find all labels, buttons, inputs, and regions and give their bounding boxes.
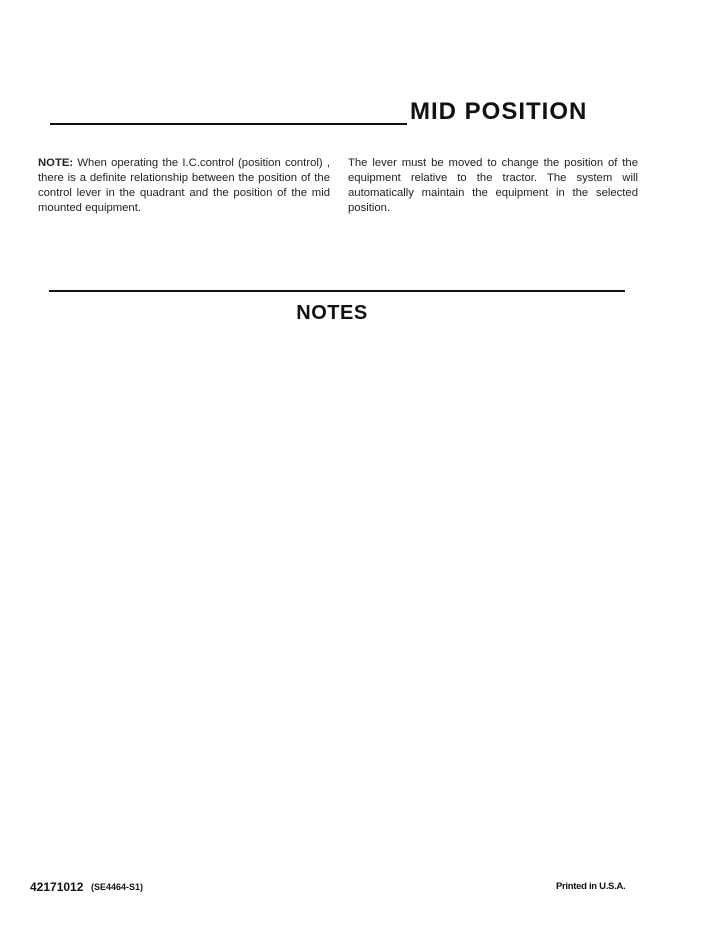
footer-doc-code: (SE4464-S1) xyxy=(91,882,144,892)
footer-printed-in: Printed in U.S.A. xyxy=(556,881,626,892)
section-title: MID POSITION xyxy=(410,98,588,125)
note-text: When operating the I.C.control (position control) , there is a definite relationship between the position of the control lever in the quadrant and the position of the mid mounted equipment. xyxy=(38,157,330,214)
notes-divider-line xyxy=(49,290,625,292)
notes-title: NOTES xyxy=(296,302,368,324)
note-label: NOTE: xyxy=(38,157,74,169)
note-paragraph xyxy=(38,156,330,216)
lever-paragraph: The lever must be moved to change the position of the equipment relative to the tractor. The system will automatically maintain the equipment in the selected position. xyxy=(348,157,638,214)
footer-part-number: 42171012 xyxy=(30,880,84,894)
section-divider-line xyxy=(50,123,407,125)
